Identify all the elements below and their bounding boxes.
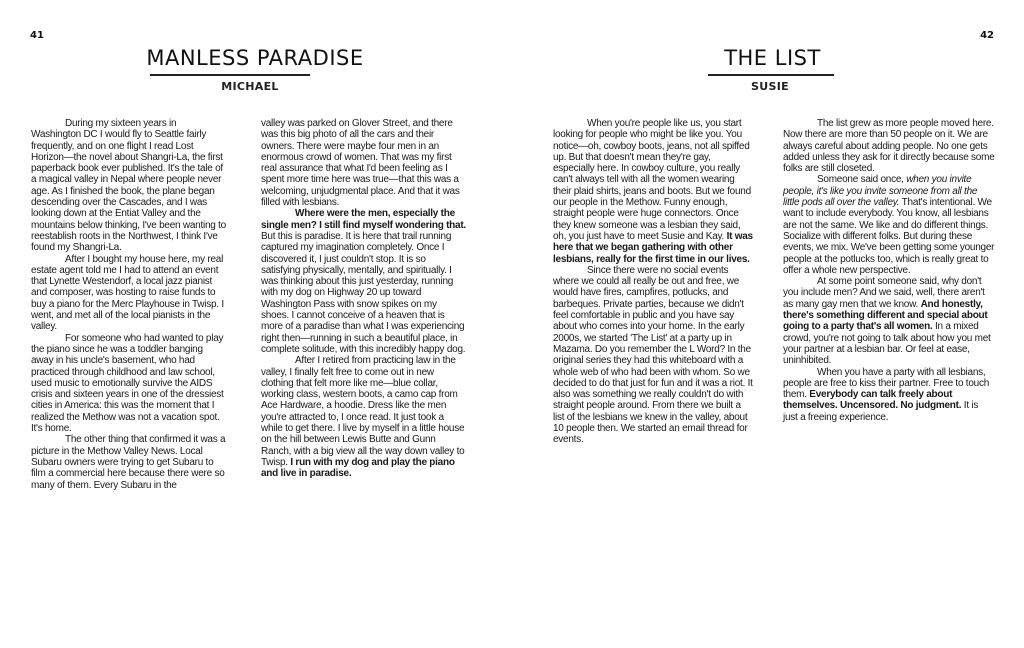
paragraph: valley was parked on Glover Street, and there was this big photo of all the cars and their owners. There were maybe four men in an enormous crowd of women. That was my first real assurance that what I'd been feeling as I spent more time here was true—that this was a welcoming, unjudgmental place. And that it was filled with lesbians. [261,118,460,209]
bold-text: Where were the men, especially the single men? I still find myself wondering that. [261,208,466,231]
paragraph [783,276,995,366]
paragraph: During my sixteen years in Washington DC I would fly to Seattle fairly frequently, and on one flight I read Lost Horizon—the novel about Shangri-La, the first paperback book ever published. It's the tale of a magical valley in Nepal where people never age. As I finished the book, the plane began descending over the Cascades, and I was looking down at the Entiat Valley and the mountains below thinking, I've been wanting to reestablish roots in the Northwest, I think I've found my Shangri-La. [31,118,226,254]
body-text: It is just a freeing experience. [783,400,979,423]
paragraph [783,174,995,276]
title-underline-left [150,74,310,76]
body-text: After I retired from practicing law in the valley, I finally felt free to come out in new clothing that felt more like me—blue collar, working class, western boots, a camo cap from Ace Hardware, a hoodie. Dress like the men you're attracted to, I once read. It just took a while to get there. I live by myself in a little house on the hill between Lewis Butte and Gunn Ranch, with a big view all the way down valley to Twisp. [261,355,465,468]
paragraph [783,367,995,423]
body-text: When you have a party with all lesbians, people are free to kiss their partner. Free to touch them. [783,366,990,401]
bold-text: Everybody can talk freely about themselves. Uncensored. No judgment. [783,389,962,412]
paragraph: The list grew as more people moved here. Now there are more than 50 people on it. We are always careful about adding people. No one gets added unless they ask for it directly because some folks are still closeted. [783,118,995,175]
text-column-4 [783,118,995,423]
italic-text: when you invite people, it's like you invite someone from all the little pods all over the valley. [783,174,978,209]
chapter-title-left: MANLESS PARADISE [146,46,364,70]
title-underline-right [708,74,834,76]
text-column-3 [553,118,753,446]
text-column-2 [261,118,467,480]
paragraph: For someone who had wanted to play the piano since he was a toddler banging away in his uncle's basement, who had practiced through childhood and law school, used music to emotionally survive the AIDS crisis and sixteen years in one of the dressiest cities in America: this was the moment that I realized the Methow was not a vacation spot. It's home. [31,332,224,435]
bold-text: And honestly, there's something different and special about going to a party that's all women. [783,298,988,333]
page-number-left: 41 [30,30,44,41]
paragraph: Since there were no social events where we could all really be out and free, we would have fires, campfires, potlucks, and barbeques. Private parties, because we didn't feel comfortable in public and you have say about who comes into your home. In the early 2000s, we started 'The List' at a party up in Mazama. Do you remember the L Word? In the original series they had this whiteboard with a whole web of who had been with whom. So we decided to do that just for fun and it was a riot. It also was something we really couldn't do with straight people around. From there we built a list of the lesbians we knew in the valley, about 10 people then. We started an email thread for events. [553,264,753,446]
paragraph: The other thing that confirmed it was a picture in the Methow Valley News. Local Subaru owners were trying to get Subaru to film a commercial here because there were so many of them. Every Subaru in the [31,434,226,491]
body-text: In a mixed crowd, you're not going to talk about how you met your partner at a lesbian bar. Or feel at ease, uninhibited. [783,321,991,367]
body-text: When you're people like us, you start looking for people who might be like you. You notice—oh, cowboy boots, jeans, not all spiffed up. But that doesn't mean they're gay, especially here. In cowboy culture, you really can't always tell with all the women wearing their plaid shirts, jeans and boots. But we found our people in the Methow. Funny enough, straight people were huge connectors. Once they knew someone was a lesbian they said, oh, you just have to meet Susie and Kay. [553,118,751,242]
author-name-right: SUSIE [751,80,789,93]
paragraph: After I bought my house here, my real estate agent told me I had to attend an event that Lynette Westendorf, a local jazz pianist and composer, was hosting to raise funds to buy a piano for the Merc Playhouse in Twisp. I went, and met all of the local pianists in the valley. [31,253,224,333]
paragraph [553,118,753,265]
author-name-left: MICHAEL [221,80,279,93]
bold-text: It was here that we began gathering with other lesbians, really for the first time in our lives. [553,230,753,265]
body-text: That's intentional. We want to include everybody. You know, all lesbians are not the same. We like and do different things. Socialize with different folks. But during these events, we mix. We've been getting some younger people at the potlucks too, which is really great to offer a whole new perspective. [783,197,995,276]
chapter-title-right: THE LIST [724,46,821,70]
body-text: At some point someone said, why don't you include men? And we said, well, there aren't as many gay men that we know. [783,276,985,310]
page-number-right: 42 [980,30,994,41]
paragraph [261,355,467,479]
body-text: But this is paradise. It is here that trail running captured my imagination completely. Once I discovered it, I just couldn't stop. It is so satisfying physically, mentally, and spiritually. I was thinking about this just yesterday, running with my dog on Highway 20 up toward Washington Pass with snow spikes on my shoes. I cannot conceive of a heaven that is more of a paradise than what I was experiencing right then—running in such a beautiful place, in complete solitude, with this incredibly happy dog. [261,230,466,355]
bold-text: I run with my dog and play the piano and live in paradise. [261,456,455,480]
text-column-1 [31,118,227,491]
body-text: Someone said once, [817,174,907,186]
paragraph [261,208,467,355]
